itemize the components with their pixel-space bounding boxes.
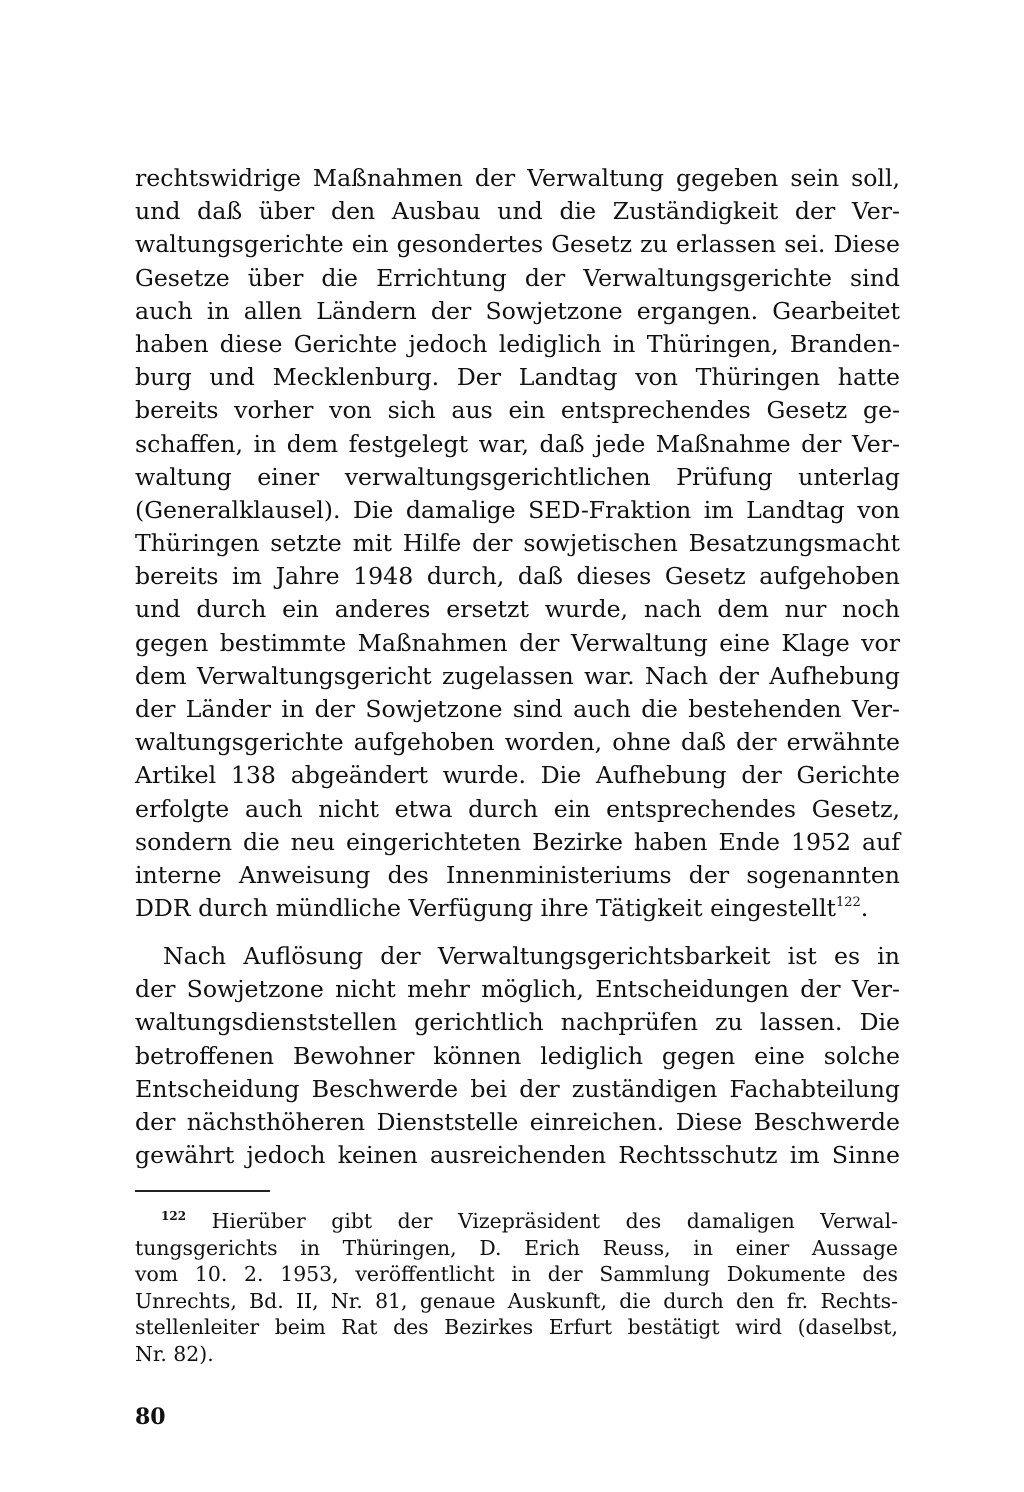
- body-line: sondern die neu eingerichteten Bezirke haben Ende 1952 auf: [135, 827, 900, 856]
- body-line: schaffen, in dem festgelegt war, daß jede Maßnahme der Ver-: [135, 429, 900, 458]
- body-line: gegen bestimmte Maßnahmen der Verwaltung eine Klage vor: [135, 628, 900, 657]
- paragraph-1: [135, 162, 900, 925]
- body-line: bereits vorher von sich aus ein entsprechendes Gesetz ge-: [135, 396, 900, 425]
- body-line: Nach Auflösung der Verwaltungsgerichtsbarkeit ist es in: [163, 942, 900, 970]
- body-line: Thüringen setzte mit Hilfe der sowjetischen Besatzungsmacht: [135, 529, 900, 558]
- body-line: waltungsgerichte ein gesondertes Gesetz zu erlassen sei. Diese: [135, 230, 900, 259]
- body-line: und durch ein anderes ersetzt wurde, nach dem nur noch: [135, 595, 900, 624]
- body-line: waltungsgerichte aufgehoben worden, ohne daß der erwähnte: [135, 728, 900, 757]
- footnote-marker: 122: [161, 1209, 187, 1223]
- body-line: rechtswidrige Maßnahmen der Verwaltung gegeben sein soll,: [135, 164, 900, 192]
- footnote-line: stellenleiter beim Rat des Bezirkes Erfurt bestätigt wird (daselbst,: [135, 1315, 898, 1340]
- body-line: interne Anweisung des Innenministeriums der sogenannten: [135, 860, 900, 889]
- footnote-122: [135, 1208, 898, 1368]
- body-line: erfolgte auch nicht etwa durch ein entsprechendes Gesetz,: [135, 794, 900, 823]
- body-line: Gesetze über die Errichtung der Verwaltungsgerichte sind: [135, 263, 900, 292]
- body-line: betroffenen Bewohner können lediglich gegen eine solche: [135, 1041, 900, 1070]
- footnote-line: vom 10. 2. 1953, veröffentlicht in der Sammlung Dokumente des: [135, 1262, 898, 1287]
- body-line: dem Verwaltungsgericht zugelassen war. Nach der Aufhebung: [135, 661, 900, 690]
- body-line: burg und Mecklenburg. Der Landtag von Thüringen hatte: [135, 363, 900, 392]
- body-line-text: DDR durch mündliche Verfügung ihre Tätigkeit eingestellt: [135, 894, 836, 923]
- footnote-line-text: Hierüber gibt der Vizepräsident des damaligen Verwal-: [211, 1209, 898, 1233]
- body-line: (Generalklausel). Die damalige SED-Fraktion im Landtag von: [135, 495, 900, 524]
- footnote-reference[interactable]: 122: [835, 895, 861, 911]
- body-line: waltungsdienststellen gerichtlich nachprüfen zu lassen. Die: [135, 1008, 900, 1037]
- final-punctuation: .: [860, 894, 869, 923]
- body-line: Artikel 138 abgeändert wurde. Die Aufhebung der Gerichte: [135, 761, 900, 790]
- body-line: haben diese Gerichte jedoch lediglich in Thüringen, Branden-: [135, 329, 900, 358]
- body-line: der Länder in der Sowjetzone sind auch die bestehenden Ver-: [135, 695, 900, 723]
- footnote-line: Unrechts, Bd. II, Nr. 81, genaue Auskunft, die durch den fr. Rechts-: [135, 1288, 898, 1313]
- body-line-last: [135, 892, 900, 925]
- paragraph-2: [135, 940, 900, 1172]
- footnote-line: tungsgerichts in Thüringen, D. Erich Reuss, in einer Aussage: [135, 1235, 898, 1260]
- body-line: waltung einer verwaltungsgerichtlichen Prüfung unterlag: [135, 462, 900, 491]
- body-line: bereits im Jahre 1948 durch, daß dieses Gesetz aufgehoben: [135, 562, 900, 591]
- body-line: und daß über den Ausbau und die Zuständigkeit der Ver-: [135, 197, 900, 226]
- body-line: der Sowjetzone nicht mehr möglich, Entscheidungen der Ver-: [135, 975, 900, 1004]
- body-line: der nächsthöheren Dienststelle einreichen. Diese Beschwerde: [135, 1107, 900, 1136]
- body-line: Entscheidung Beschwerde bei der zuständigen Fachabteilung: [135, 1074, 900, 1103]
- footnote-divider: [135, 1190, 270, 1192]
- body-line: gewährt jedoch keinen ausreichenden Rechtsschutz im Sinne: [135, 1141, 900, 1170]
- footnote-line: Nr. 82).: [135, 1341, 214, 1366]
- footnote-line: [135, 1208, 898, 1235]
- body-line: auch in allen Ländern der Sowjetzone ergangen. Gearbeitet: [135, 296, 900, 325]
- page-number: 80: [135, 1404, 166, 1430]
